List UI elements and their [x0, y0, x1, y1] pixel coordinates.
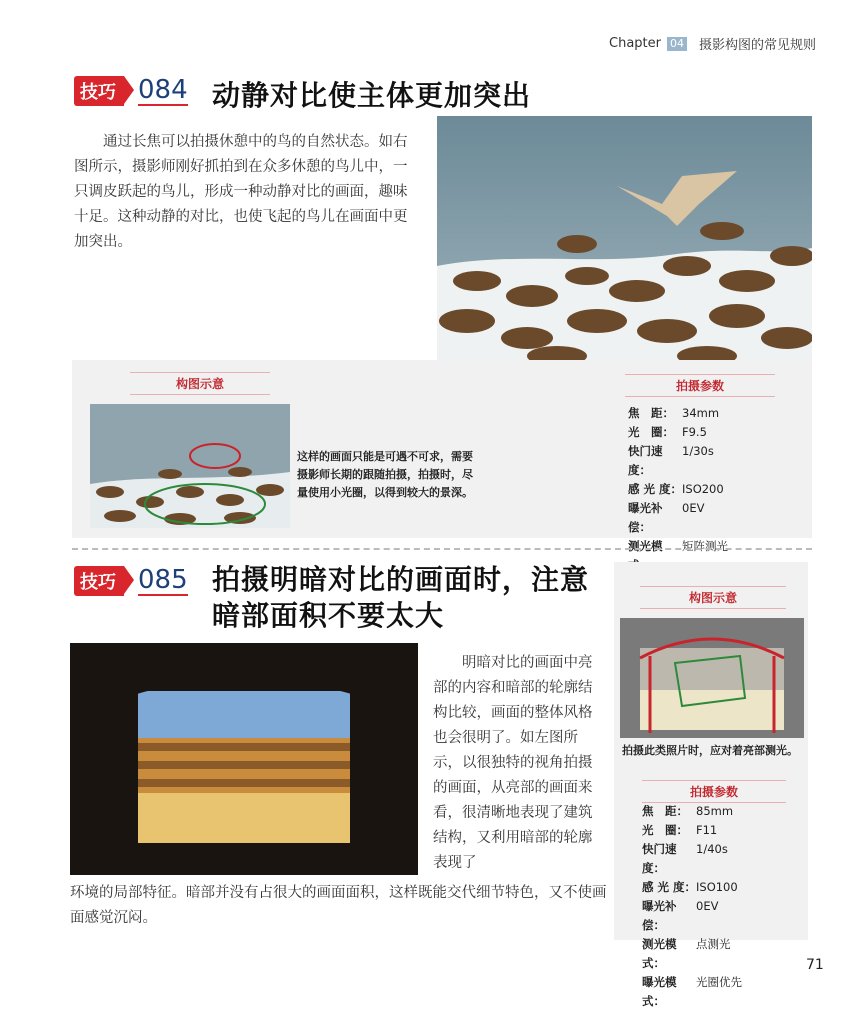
params-list — [642, 802, 802, 1011]
chapter-label: Chapter — [609, 36, 661, 51]
composition-note: 拍摄此类照片时，应对着亮部测光。 — [622, 744, 798, 757]
param-row — [642, 973, 802, 1011]
param-value: 矩阵测光 — [682, 539, 728, 553]
tip-085-title-line1: 拍摄明暗对比的画面时，注意 — [212, 563, 590, 596]
param-key: 感 光 度： — [642, 880, 697, 894]
param-row — [628, 423, 798, 442]
param-row — [628, 499, 798, 537]
chapter-header — [609, 34, 816, 53]
param-value: 0EV — [696, 899, 719, 913]
param-value: F11 — [696, 823, 718, 837]
param-row — [642, 821, 802, 840]
param-key: 快门速度： — [642, 842, 677, 875]
section-divider — [72, 548, 812, 550]
param-row — [642, 840, 802, 878]
param-value: 光圈优先 — [696, 975, 742, 989]
param-row — [642, 878, 802, 897]
param-key: 曝光模式： — [642, 975, 677, 1008]
tip-number: 084 — [138, 75, 188, 105]
param-row — [642, 935, 802, 973]
param-value: 点测光 — [696, 937, 731, 951]
param-key: 测光模式： — [642, 937, 677, 970]
param-row — [628, 404, 798, 423]
param-row — [628, 442, 798, 480]
params-title: 拍摄参数 — [625, 374, 775, 397]
param-value: 34mm — [682, 406, 720, 420]
tip-085-title — [212, 562, 589, 634]
param-key: 光 圈： — [628, 425, 674, 439]
param-value: 85mm — [696, 804, 734, 818]
param-value: 0EV — [682, 501, 705, 515]
param-row — [628, 480, 798, 499]
param-value: F9.5 — [682, 425, 707, 439]
param-row — [642, 802, 802, 821]
param-value: 1/40s — [696, 842, 728, 856]
arena-composition-diagram — [620, 618, 804, 738]
param-row — [642, 897, 802, 935]
arena-photo — [70, 643, 418, 875]
param-key: 曝光补偿： — [628, 501, 663, 534]
param-key: 焦 距： — [628, 406, 674, 420]
param-key: 曝光补偿： — [642, 899, 677, 932]
tip-085-heading — [74, 566, 188, 596]
tip-number: 085 — [138, 565, 188, 595]
tip-085-paragraph-bottom: 环境的局部特征。暗部并没有占很大的画面面积，这样既能交代细节特色，又不使画面感觉沉闷。 — [70, 885, 607, 926]
tip-badge: 技巧 — [74, 76, 124, 106]
param-value: ISO100 — [696, 880, 738, 894]
tip-085-title-line2: 暗部面积不要太大 — [212, 599, 445, 632]
composition-title: 构图示意 — [130, 372, 270, 395]
composition-diagram — [90, 404, 290, 528]
tip-085-paragraph-right: 明暗对比的画面中亮部的内容和暗部的轮廓结构比较，画面的整体风格也会很明了。如左图所示，以很独特的视角拍摄的画面，从亮部的画面来看，很清晰地表现了建筑结构，又利用暗部的轮廓表现了 — [433, 655, 593, 871]
param-key: 快门速度： — [628, 444, 663, 477]
tip-084-heading — [74, 76, 188, 106]
tip-084-title: 动静对比使主体更加突出 — [212, 79, 532, 112]
composition-note: 这样的画面只能是可遇不可求，需要摄影师长期的跟随拍摄，拍摄时，尽量使用小光圈，以得到较大的景深。 — [297, 450, 473, 499]
tip-badge: 技巧 — [74, 566, 124, 596]
ducks-photo — [437, 116, 812, 360]
param-key: 测光模 — [628, 539, 663, 553]
composition-title: 构图示意 — [640, 586, 786, 609]
param-value: ISO200 — [682, 482, 724, 496]
tip-084-paragraph: 通过长焦可以拍摄休憩中的鸟的自然状态。如右图所示，摄影师刚好抓拍到在众多休憩的鸟儿中，一只调皮跃起的鸟儿，形成一种动静对比的画面，趣味十足。这种动静的对比，也使飞起的鸟儿在画面中更加突出。 — [74, 134, 408, 250]
param-value: 1/30s — [682, 444, 714, 458]
param-key: 感 光 度： — [628, 482, 683, 496]
params-title: 拍摄参数 — [642, 780, 786, 803]
param-key: 焦 距： — [642, 804, 688, 818]
chapter-number: 04 — [667, 37, 687, 51]
page-number: 71 — [806, 957, 824, 973]
chapter-title: 摄影构图的常见规则 — [698, 38, 816, 53]
param-key: 光 圈： — [642, 823, 688, 837]
